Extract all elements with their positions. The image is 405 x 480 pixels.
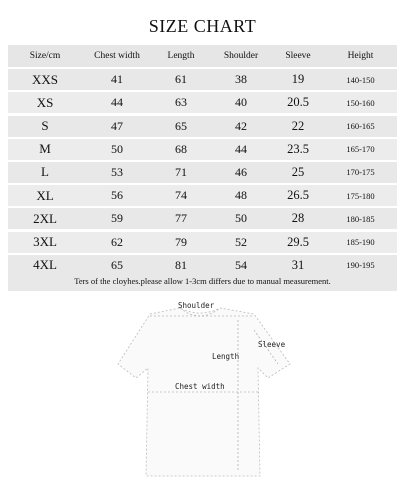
cell-height: 190-195 bbox=[346, 260, 375, 271]
header-sleeve: Sleeve bbox=[285, 51, 311, 61]
table-row bbox=[8, 116, 397, 137]
table-row bbox=[8, 92, 397, 113]
cell-height: 170-175 bbox=[346, 167, 375, 178]
cell-length: 65 bbox=[175, 118, 187, 133]
cell-height: 185-190 bbox=[346, 237, 375, 247]
table-row bbox=[8, 208, 397, 229]
cell-chest: 53 bbox=[111, 164, 123, 179]
cell-sleeve: 22 bbox=[291, 118, 305, 133]
cell-chest: 41 bbox=[111, 72, 123, 87]
cell-length: 68 bbox=[175, 141, 187, 156]
cell-shoulder: 52 bbox=[235, 234, 247, 249]
table-row bbox=[8, 185, 397, 206]
cell-length: 61 bbox=[175, 72, 187, 87]
cell-size: M bbox=[39, 141, 51, 157]
cell-height: 160-165 bbox=[346, 121, 375, 132]
cell-length: 79 bbox=[175, 234, 187, 249]
cell-size: XL bbox=[36, 187, 54, 203]
cell-length: 71 bbox=[175, 164, 187, 179]
cell-length: 81 bbox=[175, 257, 187, 272]
cell-chest: 56 bbox=[111, 188, 123, 203]
cell-shoulder: 54 bbox=[235, 257, 247, 272]
cell-size: L bbox=[41, 164, 49, 180]
cell-height: 175-180 bbox=[346, 190, 375, 201]
cell-shoulder: 46 bbox=[235, 164, 247, 179]
header-shoulder: Shoulder bbox=[223, 51, 259, 61]
cell-size: XXS bbox=[31, 71, 58, 87]
tshirt-measurement-diagram bbox=[0, 294, 405, 480]
cell-shoulder: 50 bbox=[235, 211, 247, 226]
table-row bbox=[8, 139, 397, 160]
table-row bbox=[8, 162, 397, 183]
header-height: Height bbox=[347, 51, 374, 61]
cell-sleeve: 26.5 bbox=[287, 188, 309, 203]
cell-height: 180-185 bbox=[346, 213, 375, 224]
cell-shoulder: 38 bbox=[235, 72, 247, 87]
cell-chest: 47 bbox=[111, 118, 123, 133]
page-title: SIZE CHART bbox=[148, 16, 257, 36]
header-chest-width: Chest width bbox=[94, 51, 140, 61]
cell-height: 165-170 bbox=[346, 144, 375, 155]
chest-width-label: Chest width bbox=[175, 382, 225, 391]
cell-size: XS bbox=[36, 94, 54, 110]
cell-shoulder: 42 bbox=[235, 118, 247, 133]
cell-shoulder: 40 bbox=[235, 95, 247, 110]
cell-length: 74 bbox=[175, 188, 187, 203]
cell-sleeve: 28 bbox=[291, 211, 305, 226]
cell-sleeve: 20.5 bbox=[287, 95, 309, 110]
cell-sleeve: 25 bbox=[291, 164, 305, 179]
length-label: Length bbox=[212, 352, 240, 361]
cell-sleeve: 29.5 bbox=[287, 234, 309, 249]
size-table bbox=[8, 45, 397, 278]
header-length: Length bbox=[167, 51, 195, 61]
measurement-note: Ters of the cloyhes.please allow 1-3cm differs due to manual measurement. bbox=[8, 272, 397, 291]
sleeve-label: Sleeve bbox=[258, 340, 286, 349]
cell-chest: 65 bbox=[111, 257, 123, 272]
cell-chest: 50 bbox=[111, 141, 123, 156]
cell-sleeve: 31 bbox=[291, 257, 305, 272]
header-size: Size/cm bbox=[29, 51, 61, 61]
cell-height: 140-150 bbox=[346, 74, 375, 85]
cell-length: 77 bbox=[175, 211, 187, 226]
cell-shoulder: 44 bbox=[235, 141, 247, 156]
cell-sleeve: 19 bbox=[291, 72, 305, 87]
cell-height: 150-160 bbox=[346, 97, 375, 108]
cell-length: 63 bbox=[175, 95, 187, 110]
table-row bbox=[8, 232, 397, 253]
cell-sleeve: 23.5 bbox=[287, 141, 309, 156]
cell-size: 4XL bbox=[33, 257, 57, 273]
table-header-row bbox=[8, 45, 397, 67]
table-row bbox=[8, 69, 397, 90]
cell-chest: 62 bbox=[111, 234, 123, 249]
cell-size: 3XL bbox=[33, 234, 57, 249]
cell-size: S bbox=[41, 118, 49, 134]
cell-chest: 59 bbox=[111, 211, 123, 226]
cell-shoulder: 48 bbox=[235, 188, 247, 203]
shoulder-label: Shoulder bbox=[178, 301, 215, 310]
cell-size: 2XL bbox=[33, 210, 57, 226]
cell-chest: 44 bbox=[111, 95, 123, 110]
